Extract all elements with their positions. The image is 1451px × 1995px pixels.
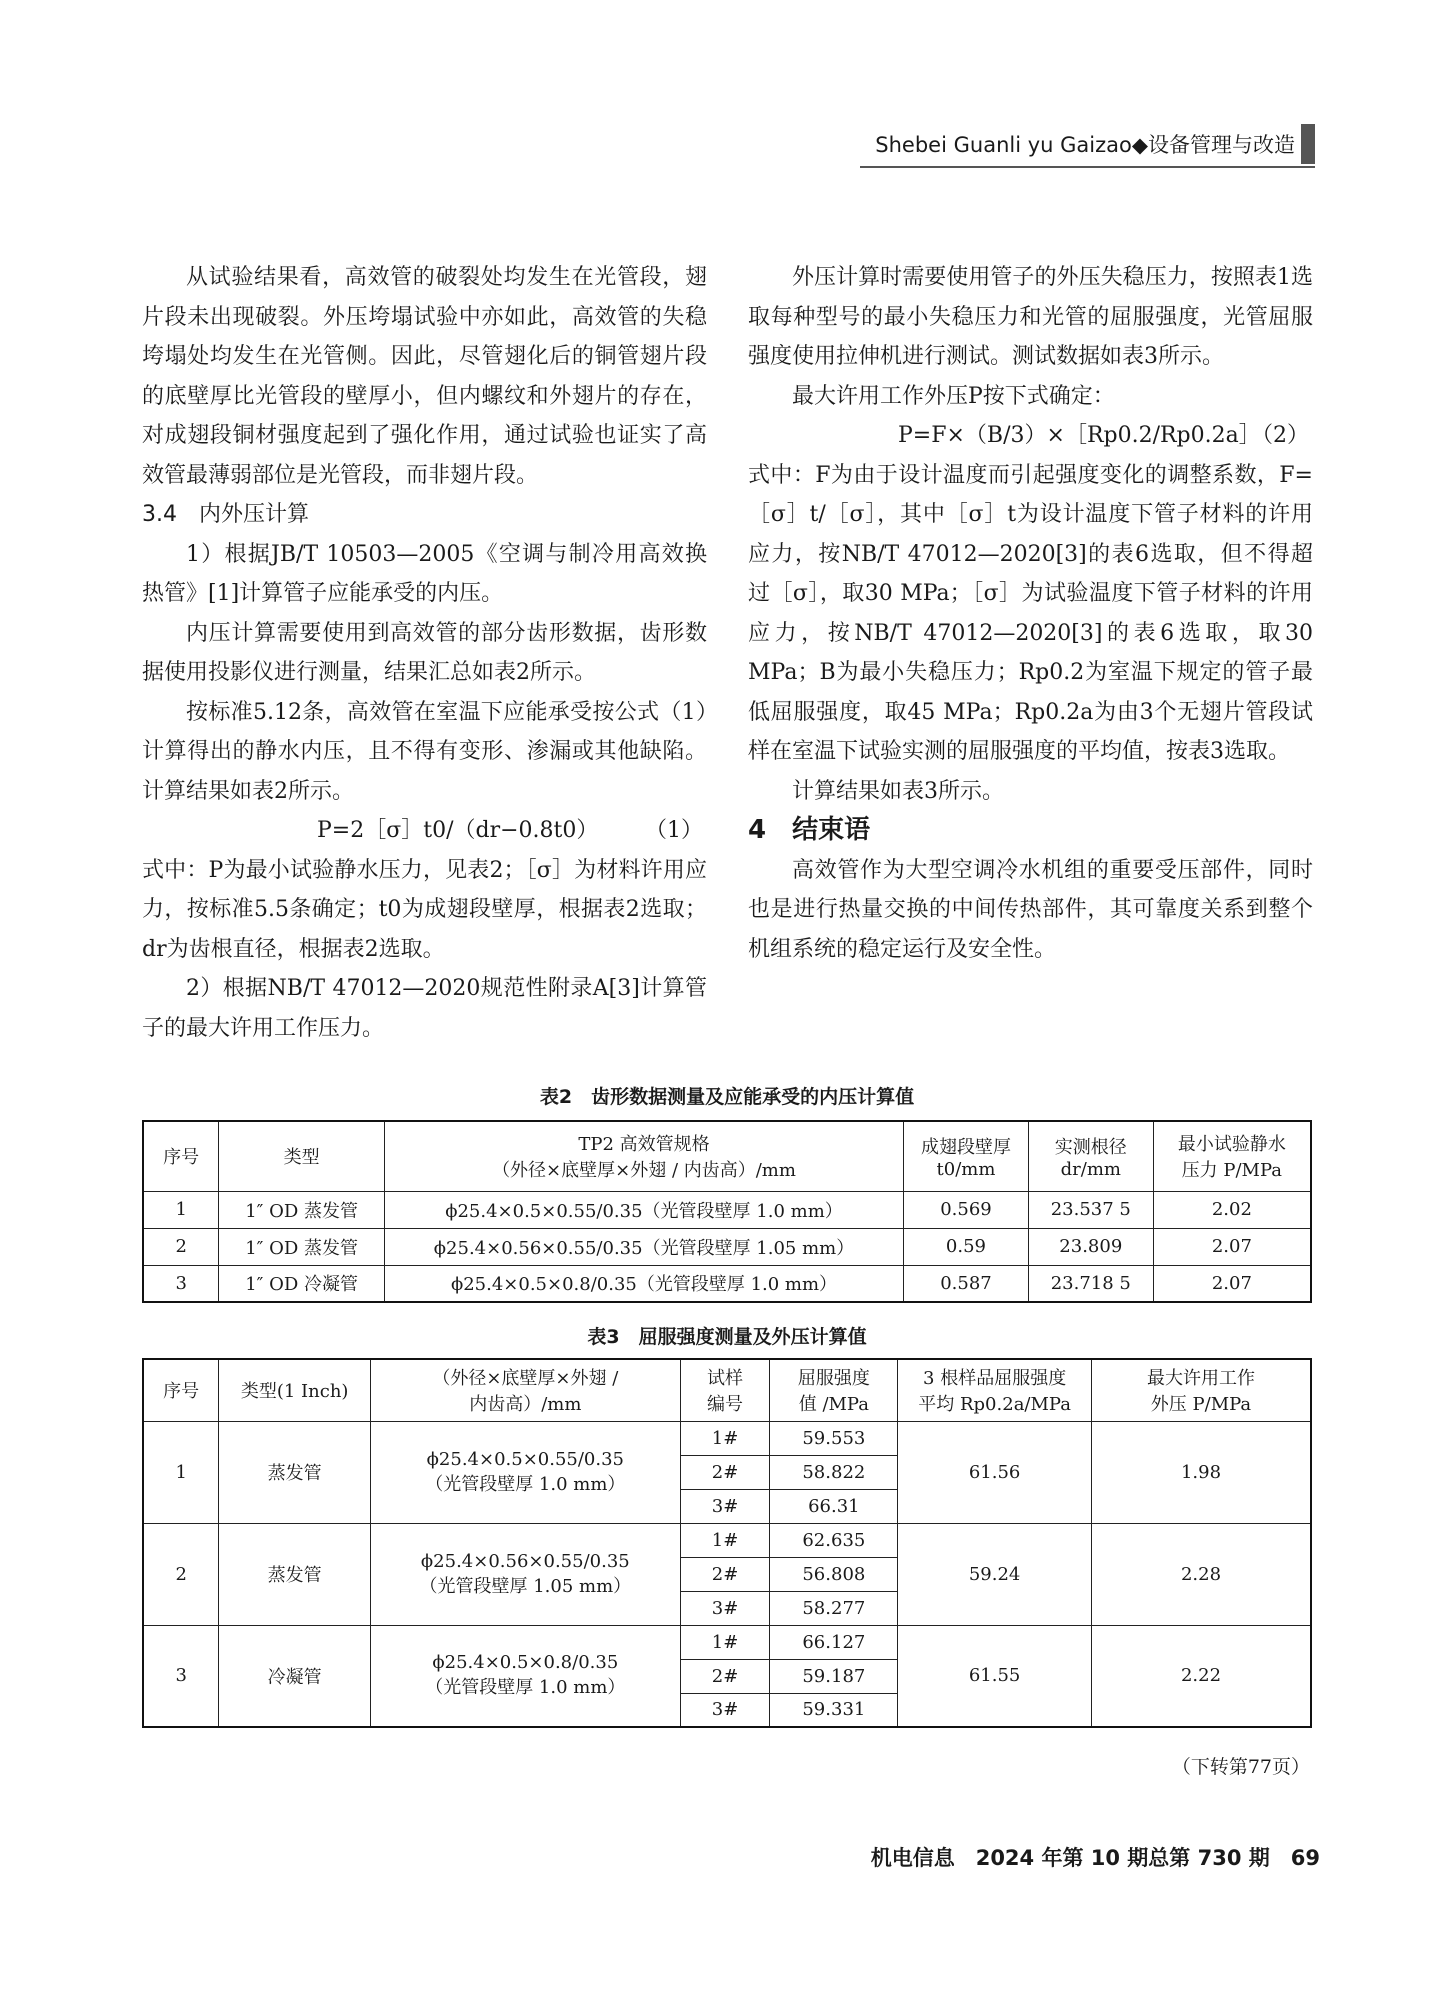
section-heading: 4 结束语 <box>748 815 871 845</box>
cell-p: 2.28 <box>1091 1523 1311 1625</box>
cell-yield: 59.187 <box>770 1659 898 1693</box>
cell-yield: 58.277 <box>770 1591 898 1625</box>
header-cell: 类型 <box>219 1121 385 1191</box>
cell-yield: 59.331 <box>770 1693 898 1727</box>
paragraph: 高效管作为大型空调冷水机组的重要受压部件，同时也是进行热量交换的中间传热部件，其可靠度关系到整个机组系统的稳定运行及安全性。 <box>748 857 1313 962</box>
paragraph: 1）根据JB/T 10503—2005《空调与制冷用高效换热管》[1]计算管子应能承受的内压。 <box>142 541 707 606</box>
header-line: 屈服强度 <box>797 1368 870 1390</box>
header-line: 外压 P/MPa <box>1150 1394 1252 1416</box>
cell-p: 1.98 <box>1091 1421 1311 1523</box>
cell-no: 3 <box>143 1265 219 1302</box>
cell-type: 1″ OD 冷凝管 <box>219 1265 385 1302</box>
table-row <box>143 1191 1311 1228</box>
header-cell <box>680 1359 770 1421</box>
header-line: （外径×底壁厚×外翅 / <box>432 1368 619 1390</box>
cell-yield: 66.31 <box>770 1489 898 1523</box>
cell-dr: 23.718 5 <box>1028 1265 1153 1302</box>
header-rule <box>860 166 1315 168</box>
cell-spec <box>370 1421 680 1523</box>
header-cell: 类型(1 Inch) <box>219 1359 371 1421</box>
table-row <box>143 1265 1311 1302</box>
table-row <box>143 1228 1311 1265</box>
spec-line: ϕ25.4×0.5×0.55/0.35 <box>426 1448 624 1470</box>
header-line: 试样 <box>707 1368 744 1390</box>
cell-avg: 61.55 <box>898 1625 1092 1727</box>
cell-yield: 66.127 <box>770 1625 898 1659</box>
cell-sample-id: 3# <box>680 1693 770 1727</box>
cell-avg: 61.56 <box>898 1421 1092 1523</box>
header-line: t0/mm <box>936 1158 996 1180</box>
paragraph: 内压计算需要使用到高效管的部分齿形数据，齿形数据使用投影仪进行测量，结果汇总如表2所示。 <box>142 620 707 685</box>
cell-dr: 23.537 5 <box>1028 1191 1153 1228</box>
cell-sample-id: 1# <box>680 1523 770 1557</box>
cell-yield: 59.553 <box>770 1421 898 1455</box>
cell-dr: 23.809 <box>1028 1228 1153 1265</box>
cell-type: 冷凝管 <box>219 1625 371 1727</box>
formula-text: P=F×（B/3）×［Rp0.2/Rp0.2a］ <box>898 423 1261 448</box>
formula-2 <box>748 416 1313 456</box>
cell-sample-id: 1# <box>680 1421 770 1455</box>
continued-note: （下转第77页） <box>1171 1756 1310 1778</box>
formula-text: P=2［σ］t0/（dr−0.8t0） <box>317 818 599 843</box>
cell-no: 2 <box>143 1228 219 1265</box>
cell-t0: 0.587 <box>904 1265 1029 1302</box>
cell-t0: 0.59 <box>904 1228 1029 1265</box>
paragraph: 外压计算时需要使用管子的外压失稳压力，按照表1选取每种型号的最小失稳压力和光管的屈服强度，光管屈服强度使用拉伸机进行测试。测试数据如表3所示。 <box>748 265 1313 369</box>
cell-p: 2.07 <box>1153 1228 1311 1265</box>
cell-sample-id: 3# <box>680 1489 770 1523</box>
cell-p: 2.22 <box>1091 1625 1311 1727</box>
header-line: 成翅段壁厚 <box>920 1136 1011 1158</box>
section-heading: 3.4 内外压计算 <box>142 502 309 527</box>
header-cell <box>384 1121 903 1191</box>
header-cell <box>1091 1359 1311 1421</box>
cell-sample-id: 2# <box>680 1557 770 1591</box>
cell-sample-id: 3# <box>680 1591 770 1625</box>
header-cell <box>370 1359 680 1421</box>
cell-type: 蒸发管 <box>219 1523 371 1625</box>
table3-caption: 表3 屈服强度测量及外压计算值 <box>587 1326 867 1348</box>
header-cell <box>904 1121 1029 1191</box>
page-header <box>860 124 1315 164</box>
table-row <box>143 1523 1311 1557</box>
cell-yield: 62.635 <box>770 1523 898 1557</box>
header-cell <box>1153 1121 1311 1191</box>
cell-type: 1″ OD 蒸发管 <box>219 1228 385 1265</box>
table2-header-row <box>143 1121 1311 1191</box>
paragraph: 2）根据NB/T 47012—2020规范性附录A[3]计算管子的最大许用工作压力。 <box>142 976 707 1041</box>
header-line: （外径×底壁厚×外翅 / 内齿高）/mm <box>492 1160 796 1182</box>
right-column <box>748 258 1313 969</box>
cell-no: 3 <box>143 1625 219 1727</box>
cell-no: 1 <box>143 1421 219 1523</box>
paragraph: 式中：P为最小试验静水压力，见表2；［σ］为材料许用应力，按标准5.5条确定；t0为成翅段壁厚，根据表2选取；dr为齿根直径，根据表2选取。 <box>142 857 707 962</box>
spec-line: （光管段壁厚 1.0 mm） <box>425 1677 626 1699</box>
page-footer: 机电信息 2024 年第 10 期总第 730 期 69 <box>870 1846 1320 1870</box>
cell-spec: ϕ25.4×0.56×0.55/0.35（光管段壁厚 1.05 mm） <box>384 1228 903 1265</box>
header-cell: 序号 <box>143 1121 219 1191</box>
header-cell: 序号 <box>143 1359 219 1421</box>
spec-line: ϕ25.4×0.56×0.55/0.35 <box>420 1550 630 1572</box>
header-cell <box>898 1359 1092 1421</box>
cell-type: 1″ OD 蒸发管 <box>219 1191 385 1228</box>
header-bar <box>1301 124 1315 164</box>
left-column <box>142 258 707 1048</box>
cell-avg: 59.24 <box>898 1523 1092 1625</box>
cell-p: 2.02 <box>1153 1191 1311 1228</box>
cell-type: 蒸发管 <box>219 1421 371 1523</box>
header-line: 最小试验静水 <box>1177 1134 1286 1156</box>
cell-no: 1 <box>143 1191 219 1228</box>
cell-spec: ϕ25.4×0.5×0.55/0.35（光管段壁厚 1.0 mm） <box>384 1191 903 1228</box>
header-line: 平均 Rp0.2a/MPa <box>918 1394 1071 1416</box>
header-cell <box>770 1359 898 1421</box>
journal-title: Shebei Guanli yu Gaizao◆设备管理与改造 <box>875 133 1295 157</box>
cell-sample-id: 2# <box>680 1455 770 1489</box>
header-line: dr/mm <box>1060 1158 1121 1180</box>
header-line: 值 /MPa <box>798 1394 869 1416</box>
cell-yield: 56.808 <box>770 1557 898 1591</box>
cell-sample-id: 1# <box>680 1625 770 1659</box>
formula-1 <box>142 811 707 851</box>
cell-sample-id: 2# <box>680 1659 770 1693</box>
formula-number: （2） <box>1251 423 1309 448</box>
header-line: 内齿高）/mm <box>469 1394 582 1416</box>
cell-no: 2 <box>143 1523 219 1625</box>
paragraph: 最大许用工作外压P按下式确定： <box>792 383 1115 409</box>
spec-line: （光管段壁厚 1.05 mm） <box>419 1575 632 1597</box>
header-line: 压力 P/MPa <box>1181 1160 1283 1182</box>
table2-caption: 表2 齿形数据测量及应能承受的内压计算值 <box>539 1086 915 1108</box>
header-line: 实测根径 <box>1054 1136 1127 1158</box>
spec-line: （光管段壁厚 1.0 mm） <box>425 1473 626 1495</box>
cell-spec <box>370 1625 680 1727</box>
table2 <box>142 1120 1312 1303</box>
header-line: 编号 <box>707 1394 744 1416</box>
header-line: 最大许用工作 <box>1146 1368 1255 1390</box>
table-row <box>143 1421 1311 1455</box>
cell-yield: 58.822 <box>770 1455 898 1489</box>
header-line: TP2 高效管规格 <box>578 1134 710 1156</box>
paragraph: 从试验结果看，高效管的破裂处均发生在光管段，翅片段未出现破裂。外压垮塌试验中亦如此，高效管的失稳垮塌处均发生在光管侧。因此，尽管翅化后的铜管翅片段的底壁厚比光管段的壁厚小，但内螺纹和外翅片的存在，对成翅段铜材强度起到了强化作用，通过试验也证实了高效管最薄弱部位是光管段，而非翅片段。 <box>142 265 707 488</box>
formula-number: （1） <box>645 818 703 843</box>
spec-line: ϕ25.4×0.5×0.8/0.35 <box>432 1652 619 1674</box>
paragraph: 式中：F为由于设计温度而引起强度变化的调整系数，F=［σ］t/［σ］，其中［σ］t为设计温度下管子材料的许用应力，按NB/T 47012—2020[3]的表6选取，但不得超过［σ］，取30 MPa；［σ］为试验温度下管子材料的许用应力，按NB/T 47012—2020[3]的表6选取，取30 MPa；B为最小失稳压力；Rp0.2为室温下规定的管子最低屈服强度，取45 MPa；Rp0.2a为由3个无翅片管段试样在室温下试验实测的屈服强度的平均值，按表3选取。 <box>748 462 1313 764</box>
cell-t0: 0.569 <box>904 1191 1029 1228</box>
paragraph: 按标准5.12条，高效管在室温下应能承受按公式（1）计算得出的静水内压，且不得有变形、渗漏或其他缺陷。计算结果如表2所示。 <box>142 699 707 804</box>
cell-spec: ϕ25.4×0.5×0.8/0.35（光管段壁厚 1.0 mm） <box>384 1265 903 1302</box>
paragraph: 计算结果如表3所示。 <box>792 778 1004 804</box>
table3-header-row <box>143 1359 1311 1421</box>
cell-p: 2.07 <box>1153 1265 1311 1302</box>
table-row <box>143 1625 1311 1659</box>
table3 <box>142 1358 1312 1728</box>
header-cell <box>1028 1121 1153 1191</box>
cell-spec <box>370 1523 680 1625</box>
header-line: 3 根样品屈服强度 <box>923 1368 1067 1390</box>
